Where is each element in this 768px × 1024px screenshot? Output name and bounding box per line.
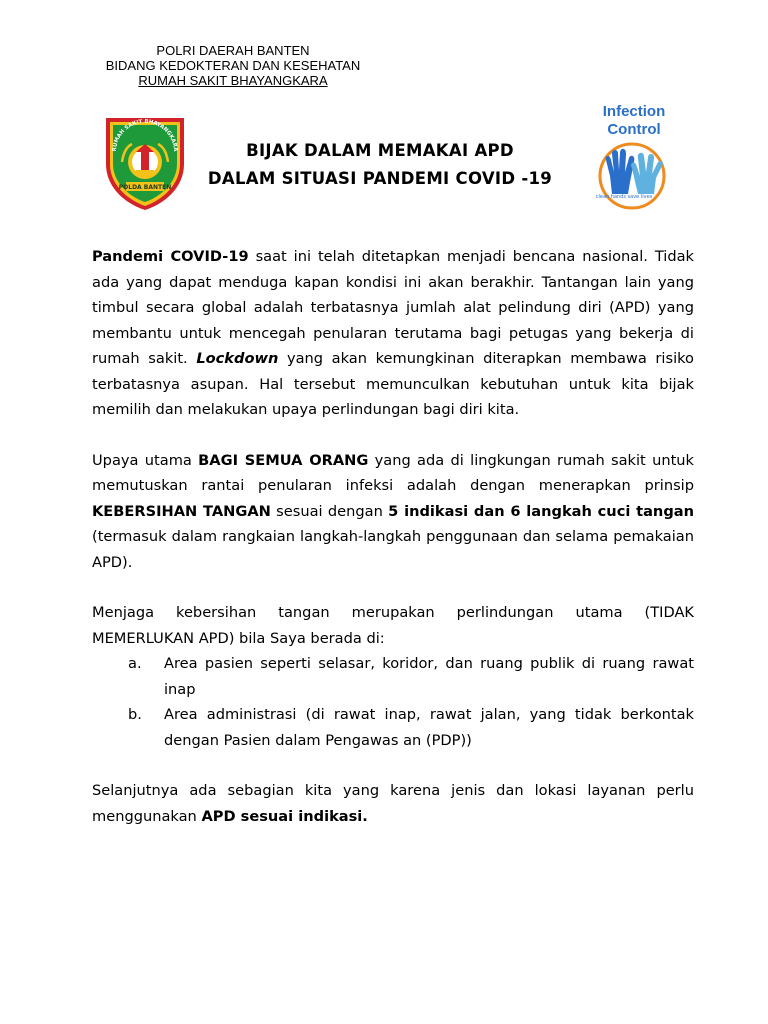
p1-bold-1: Pandemi COVID-19 [92, 248, 249, 265]
logo-right-title-1: Infection [602, 103, 666, 120]
paragraph-1 [92, 244, 694, 423]
letterhead-line-3: RUMAH SAKIT BHAYANGKARA [138, 73, 328, 88]
p1-bold-italic-1: Lockdown [196, 350, 279, 367]
list-marker: b. [128, 706, 142, 723]
p4-bold-1: APD sesuai indikasi. [201, 807, 368, 825]
list-marker: a. [128, 655, 142, 672]
list-item [92, 651, 694, 702]
list-item-text: Area pasien seperti selasar, koridor, dan ruang publik di ruang rawat inap [164, 655, 694, 698]
logo-right-title-2: Control [607, 121, 661, 138]
p2-text-2: yang ada di lingkungan rumah sakit untuk memutuskan rantai penularan infeksi adalah dengan menerapkan prinsip [92, 451, 695, 494]
p2-bold-3: 5 indikasi dan 6 langkah cuci tangan [388, 502, 695, 520]
p2-text-4: (termasuk dalam rangkaian langkah-langkah penggunaan dan selama pemakaian APD). [92, 528, 694, 571]
paragraph-3: Menjaga kebersihan tangan merupakan perlindungan utama (TIDAK MEMERLUKAN APD) bila Saya berada di: [92, 604, 694, 647]
infection-control-logo [572, 98, 698, 210]
letterhead [92, 43, 374, 88]
p2-text-1: Upaya utama [92, 451, 199, 469]
location-list [92, 651, 694, 753]
letterhead-line-2: BIDANG KEDOKTERAN DAN KESEHATAN [105, 58, 361, 73]
p2-bold-1: BAGI SEMUA ORANG [198, 451, 369, 469]
logo-left-bottom-text: POLDA BANTEN [118, 184, 172, 191]
p4-text-1: Selanjutnya ada sebagian kita yang karena jenis dan lokasi layanan perlu menggunakan [92, 782, 694, 825]
svg-text:clean hands save lives [596, 194, 653, 200]
letterhead-line-1: POLRI DAERAH BANTEN [156, 43, 310, 58]
document-body [92, 244, 694, 829]
paragraph-2 [92, 448, 694, 576]
p2-bold-2: KEBERSIHAN TANGAN [92, 502, 271, 520]
title-line-2: DALAM SITUASI PANDEMI COVID -19 [207, 169, 553, 188]
p2-text-3: sesuai dengan [270, 502, 389, 520]
p1-text-1: saat ini telah ditetapkan menjadi bencana nasional. Tidak ada yang dapat menduga kapan kondisi ini akan berakhir. Tantangan lain yang timbul secara global adalah terbatasnya jumlah alat pelindung diri (APD) yang membantu untuk mencegah penularan terutama bagi petugas yang bekerja di rumah sakit. [92, 248, 695, 367]
p1-text-2: yang akan kemungkinan diterapkan membawa risiko terbatasnya asupan. Hal tersebut memunculkan kebutuhan untuk kita bijak memilih dan melakukan upaya perlindungan bagi diri kita. [92, 350, 694, 418]
list-item [92, 702, 694, 753]
logo-right-caption: clean hands save lives [595, 194, 653, 200]
logo-left-top-text: RUMAH SAKIT BHAYANGKARA [111, 118, 179, 152]
document-title [190, 137, 570, 193]
list-item-text: Area administrasi (di rawat inap, rawat jalan, yang tidak berkontak dengan Pasien dalam Pengawas an (PDP)) [164, 706, 694, 749]
title-line-1: BIJAK DALAM MEMAKAI APD [246, 141, 514, 160]
polda-banten-logo [100, 112, 190, 212]
paragraph-4 [92, 778, 694, 829]
